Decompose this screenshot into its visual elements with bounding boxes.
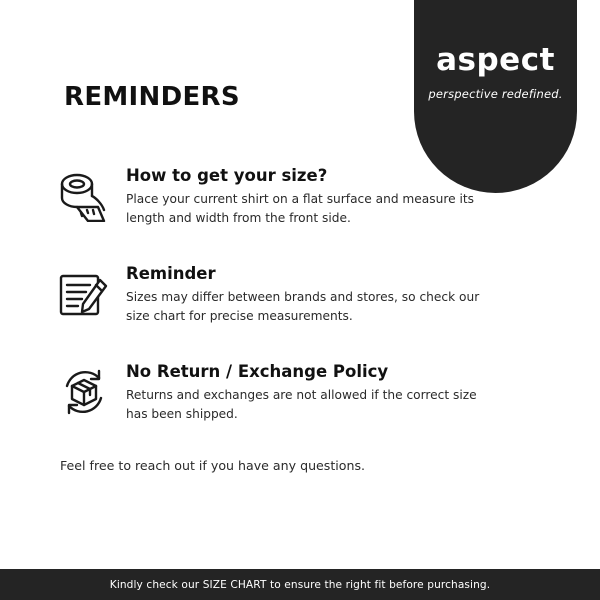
brand-tagline: perspective redefined. [428,87,563,101]
item-body: Returns and exchanges are not allowed if the correct size has been shipped. [126,388,477,421]
item-title: How to get your size? [126,166,328,185]
item-title: Reminder [126,264,216,283]
measuring-tape-icon [58,170,110,222]
brand-tab [414,0,577,193]
closing-note: Feel free to reach out if you have any questions. [60,458,366,473]
page-title: REMINDERS [64,82,240,112]
item-title: No Return / Exchange Policy [126,362,389,381]
footer-bar [0,569,600,600]
brand-logo: aspect [436,42,555,78]
footer-text: Kindly check our SIZE CHART to ensure the right fit before purchasing. [109,578,491,591]
item-body: Sizes may differ between brands and stores, so check our size chart for precise measurements. [126,290,480,323]
box-exchange-icon [58,366,110,418]
item-body: Place your current shirt on a flat surface and measure its length and width from the front side. [126,192,474,225]
notepad-pencil-icon [58,268,110,320]
